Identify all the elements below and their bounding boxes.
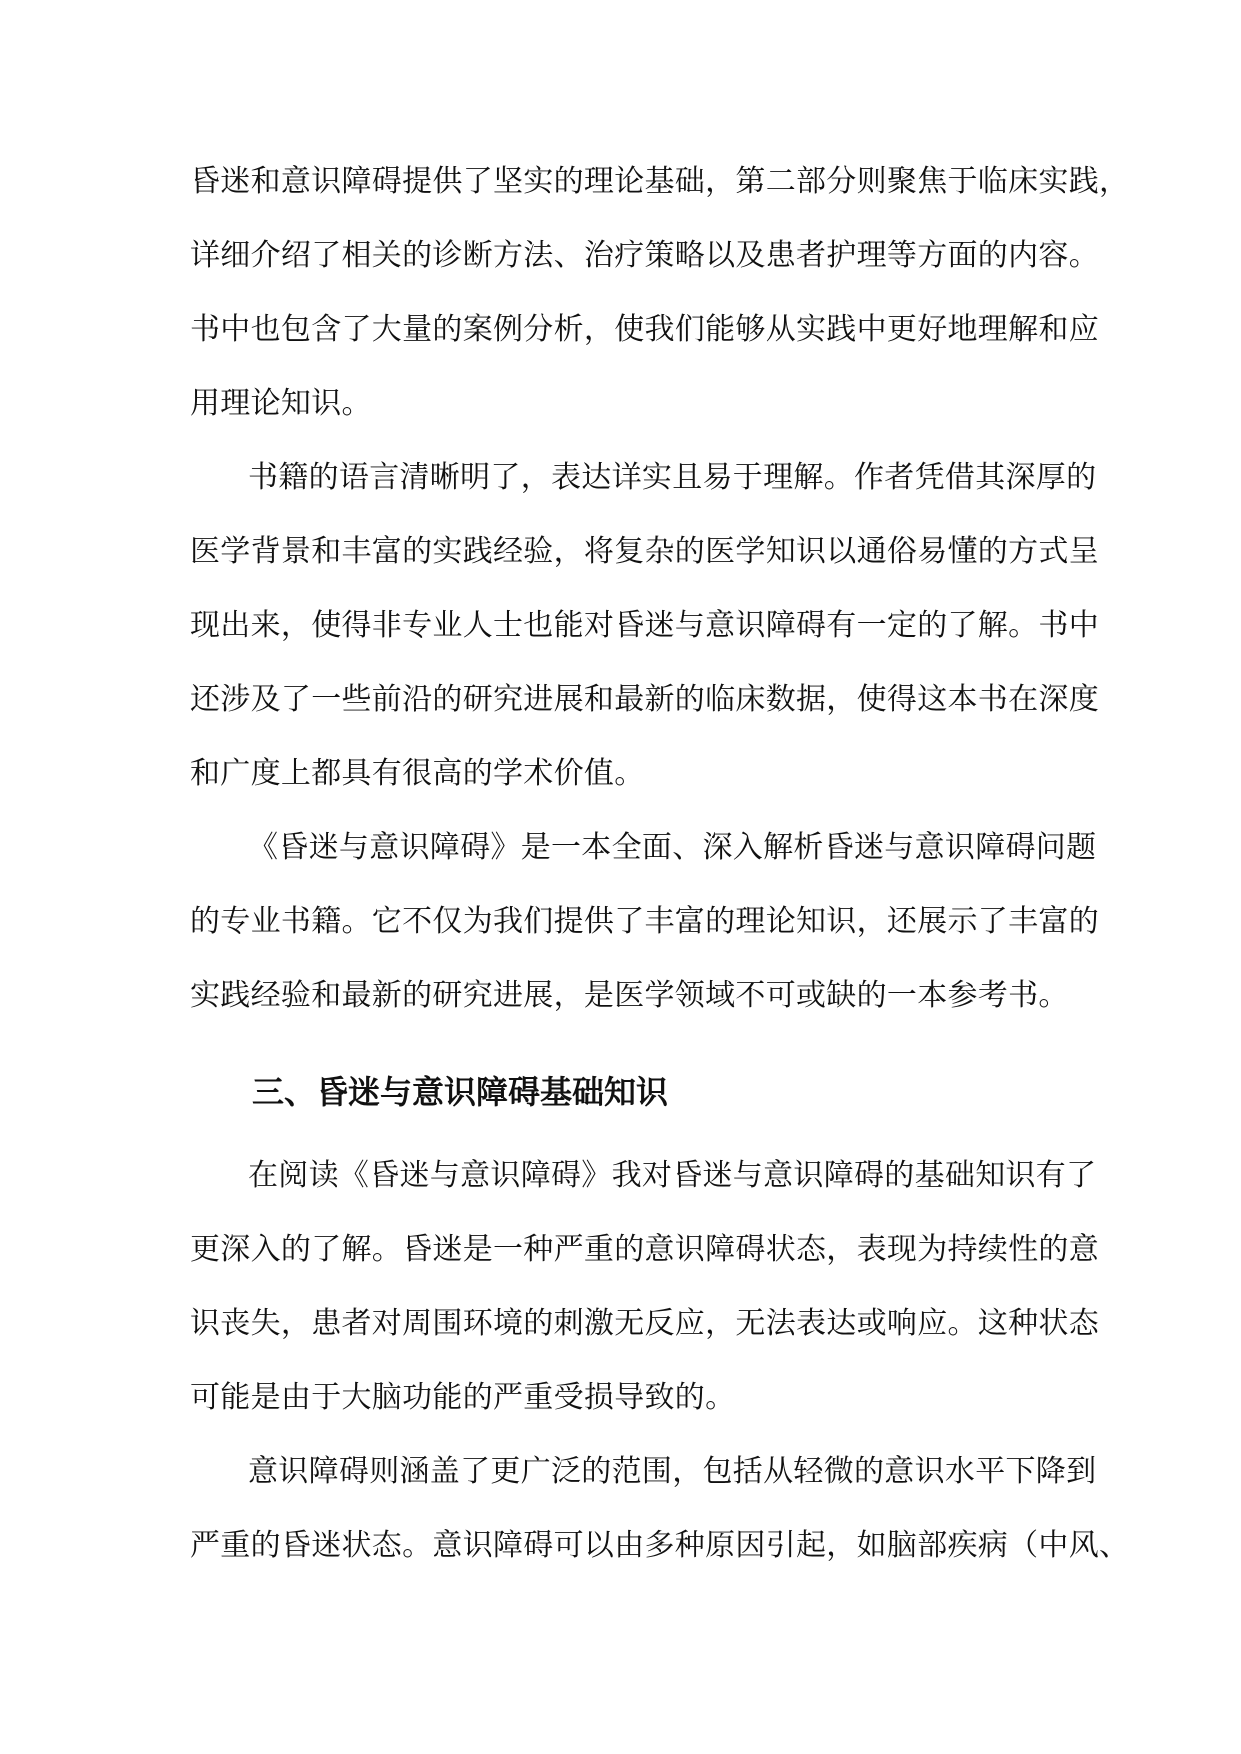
paragraph-4 (190, 1139, 1099, 1435)
text-line: 意识障碍则涵盖了更广泛的范围，包括从轻微的意识水平下降到 (248, 1454, 1097, 1489)
text-line: 在阅读《昏迷与意识障碍》我对昏迷与意识障碍的基础知识有了 (248, 1158, 1097, 1193)
text-line: 还涉及了一些前沿的研究进展和最新的临床数据，使得这本书在深度 (190, 682, 1099, 717)
text-line: 严重的昏迷状态。意识障碍可以由多种原因引起，如脑部疾病（中风、 (190, 1528, 1130, 1563)
text-line: 和广度上都具有很高的学术价值。 (190, 756, 645, 791)
text-line: 实践经验和最新的研究进展，是医学领域不可或缺的一本参考书。 (190, 978, 1069, 1013)
text-line: 的专业书籍。它不仅为我们提供了丰富的理论知识，还展示了丰富的 (190, 904, 1099, 939)
section-heading: 三、昏迷与意识障碍基础知识 (252, 1073, 669, 1111)
text-line: 书籍的语言清晰明了，表达详实且易于理解。作者凭借其深厚的 (248, 460, 1097, 495)
text-line: 《昏迷与意识障碍》是一本全面、深入解析昏迷与意识障碍问题 (248, 830, 1097, 865)
text-line: 用理论知识。 (190, 386, 372, 421)
text-line: 可能是由于大脑功能的严重受损导致的。 (190, 1380, 736, 1415)
text-line: 更深入的了解。昏迷是一种严重的意识障碍状态，表现为持续性的意 (190, 1232, 1099, 1267)
text-line: 详细介绍了相关的诊断方法、治疗策略以及患者护理等方面的内容。 (190, 238, 1099, 273)
text-line: 昏迷和意识障碍提供了坚实的理论基础，第二部分则聚焦于临床实践， (190, 164, 1130, 199)
text-line: 医学背景和丰富的实践经验，将复杂的医学知识以通俗易懂的方式呈 (190, 534, 1099, 569)
text-line: 书中也包含了大量的案例分析，使我们能够从实践中更好地理解和应 (190, 312, 1099, 347)
text-line: 现出来，使得非专业人士也能对昏迷与意识障碍有一定的了解。书中 (190, 608, 1099, 643)
paragraph-2 (190, 441, 1099, 811)
body-text (190, 145, 1130, 1583)
paragraph-3 (190, 811, 1099, 1033)
paragraph-5 (190, 1435, 1130, 1583)
text-line: 识丧失，患者对周围环境的刺激无反应，无法表达或响应。这种状态 (190, 1306, 1099, 1341)
paragraph-1 (190, 145, 1130, 441)
